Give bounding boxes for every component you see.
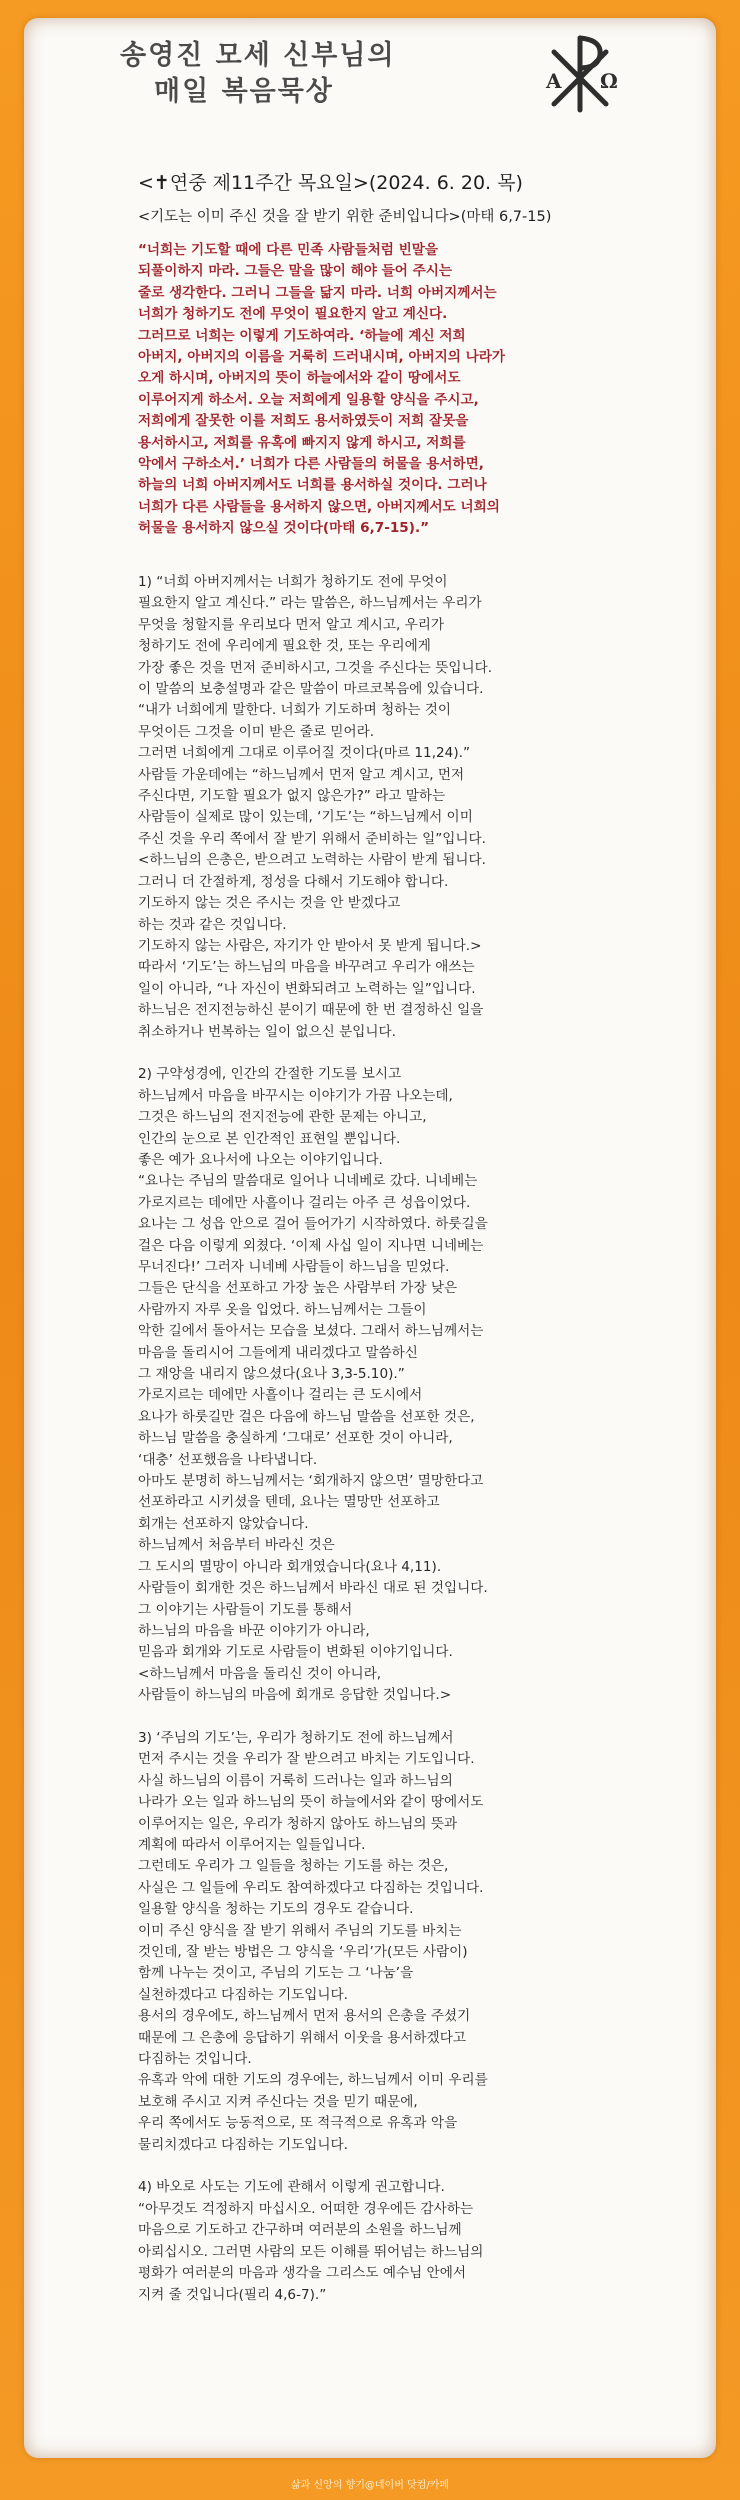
chi-rho-alpha-omega-icon [540,28,620,118]
alpha-letter: A [546,69,562,93]
omega-letter: Ω [600,69,618,93]
gospel-passage: “너희는 기도할 때에 다른 민족 사람들처럼 빈말을 되풀이하지 마라. 그들은 말을 많이 해야 들어 주시는 줄로 생각한다. 그러니 그들을 닮지 마라. 너희 아버지께서는 너희가 청하기도 전에 무엇이 필요한지 알고 계신다. 그러므로 너희는 이렇게 기도하여라. ‘하늘에 계신 저희 아버지, 아버지의 이름을 거룩히 드러내시며, 아버지의 나라가 오게 하시며, 아버지의 뜻이 하늘에서와 같이 땅에서도 이루어지게 하소서. 오늘 저희에게 일용할 양식을 주시고, 저희에게 잘못한 이를 저희도 용서하였듯이 저희 잘못을 용서하시고, 저희를 유혹에 빠지지 않게 하시고, 저희를 악에서 구하소서.’ 너희가 다른 사람들의 허물을 용서하면, 하늘의 너희 아버지께서도 너희를 용서하실 것이다. 그러나 너희가 다른 사람들을 용서하지 않으면, 아버지께서도 너희의 허물을 용서하지 않으실 것이다(마태 6,7-15).” [138,242,506,537]
source-footer: 삶과 신앙의 향기@네이버 닷컴/카페 [290,2480,450,2491]
title-line-1: 송영진 모세 신부님의 [120,40,396,71]
reflection-subtitle: <기도는 이미 주신 것을 잘 받기 위한 준비입니다>(마태 6,7-15) [138,209,552,225]
reflection-body: 1) “너희 아버지께서는 너희가 청하기도 전에 무엇이 필요한지 알고 계신다.” 라는 말씀은, 하느님께서는 우리가 무엇을 청할지를 우리보다 먼저 알고 계시고, 우리가 청하기도 전에 우리에게 필요한 것, 또는 우리에게 가장 좋은 것을 먼저 준비하시고, 그것을 주신다는 뜻입니다. 이 말씀의 보충설명과 같은 말씀이 마르코복음에 있습니다. “내가 너희에게 말한다. 너희가 기도하며 청하는 것이 무엇이든 그것을 이미 받은 줄로 믿어라. 그러면 너희에게 그대로 이루어질 것이다(마르 11,24).” 사람들 가운데에는 “하느님께서 먼저 알고 계시고, 먼저 주신다면, 기도할 필요가 없지 않은가?” 라고 말하는 사람들이 실제로 많이 있는데, ‘기도’는 “하느님께서 이미 주신 것을 우리 쪽에서 잘 받기 위해서 준비하는 일”입니다. <하느님의 은총은, 받으려고 노력하는 사람이 받게 됩니다. 그러니 더 간절하게, 정성을 다해서 기도해야 합니다. 기도하지 않는 것은 주시는 것을 안 받겠다고 하는 것과 같은 것입니다. 기도하지 않는 사람은, 자기가 안 받아서 못 받게 됩니다.> 따라서 ‘기도’는 하느님의 마음을 바꾸려고 우리가 애쓰는 일이 아니라, “나 자신이 변화되려고 노력하는 일”입니다. 하느님은 전지전능하신 분이기 때문에 한 번 결정하신 일을 취소하거나 번복하는 일이 없으신 분입니다. 2) 구약성경에, 인간의 간절한 기도를 보시고 하느님께서 마음을 바꾸시는 이야기가 가끔 나오는데, 그것은 하느님의 전지전능에 관한 문제는 아니고, 인간의 눈으로 본 인간적인 표현일 뿐입니다. 좋은 예가 요나서에 나오는 이야기입니다. “요나는 주님의 말씀대로 일어나 니네베로 갔다. 니네베는 가로지르는 데에만 사흘이나 걸리는 아주 큰 성읍이었다. 요나는 그 성읍 안으로 걸어 들어가기 시작하였다. 하룻길을 걸은 다음 이렇게 외쳤다. ‘이제 사십 일이 지나면 니네베는 무너진다!’ 그러자 니네베 사람들이 하느님을 믿었다. 그들은 단식을 선포하고 가장 높은 사람부터 가장 낮은 사람까지 자루 옷을 입었다. 하느님께서는 그들이 악한 길에서 돌아서는 모습을 보셨다. 그래서 하느님께서는 마음을 돌리시어 그들에게 내리겠다고 말씀하신 그 재앙을 내리지 않으셨다(요나 3,3-5.10).” 가로지르는 데에만 사흘이나 걸리는 큰 도시에서 요나가 하룻길만 걸은 다음에 하느님 말씀을 선포한 것은, 하느님 말씀을 충실하게 ‘그대로’ 선포한 것이 아니라, ‘대충’ 선포했음을 나타냅니다. 아마도 분명히 하느님께서는 ‘회개하지 않으면’ 멸망한다고 선포하라고 시키셨을 텐데, 요나는 멸망만 선포하고 회개는 선포하지 않았습니다. 하느님께서 처음부터 바라신 것은 그 도시의 멸망이 아니라 회개였습니다(요나 4,11). 사람들이 회개한 것은 하느님께서 바라신 대로 된 것입니다. 그 이야기는 사람들이 기도를 통해서 하느님의 마음을 바꾼 이야기가 아니라, 믿음과 회개와 기도로 사람들이 변화된 이야기입니다. <하느님께서 마음을 돌리신 것이 아니라, 사람들이 하느님의 마음에 회개로 응답한 것입니다.> 3) ‘주님의 기도’는, 우리가 청하기도 전에 하느님께서 먼저 주시는 것을 우리가 잘 받으려고 바치는 기도입니다. 사실 하느님의 이름이 거룩히 드러나는 일과 하느님의 나라가 오는 일과 하느님의 뜻이 하늘에서와 같이 땅에서도 이루어지는 일은, 우리가 청하지 않아도 하느님의 뜻과 계획에 따라서 이루어지는 일들입니다. 그런데도 우리가 그 일들을 청하는 기도를 하는 것은, 사실은 그 일들에 우리도 참여하겠다고 다짐하는 것입니다. 일용할 양식을 청하는 기도의 경우도 같습니다. 이미 주신 양식을 잘 받기 위해서 주님의 기도를 바치는 것인데, 잘 받는 방법은 그 양식을 ‘우리’가(모든 사람이) 함께 나누는 것이고, 주님의 기도는 그 ‘나눔’을 실천하겠다고 다짐하는 기도입니다. 용서의 경우에도, 하느님께서 먼저 용서의 은총을 주셨기 때문에 그 은총에 응답하기 위해서 이웃을 용서하겠다고 다짐하는 것입니다. 유혹과 악에 대한 기도의 경우에는, 하느님께서 이미 우리를 보호해 주시고 지켜 주신다는 것을 믿기 때문에, 우리 쪽에서도 능동적으로, 또 적극적으로 유혹과 악을 물리치겠다고 다짐하는 기도입니다. 4) 바오로 사도는 기도에 관해서 이렇게 권고합니다. “아무것도 걱정하지 마십시오. 어떠한 경우에든 감사하는 마음으로 기도하고 간구하며 여러분의 소원을 하느님께 아뢰십시오. 그러면 사람의 모든 이해를 뛰어넘는 하느님의 평화가 여러분의 마음과 생각을 그리스도 예수님 안에서 지켜 줄 것입니다(필리 4,6-7).” [138,574,493,2303]
liturgical-date: <✝연중 제11주간 목요일>(2024. 6. 20. 목) [138,172,523,194]
title-line-2: 매일 복음묵상 [154,76,334,107]
page-title [120,38,396,110]
